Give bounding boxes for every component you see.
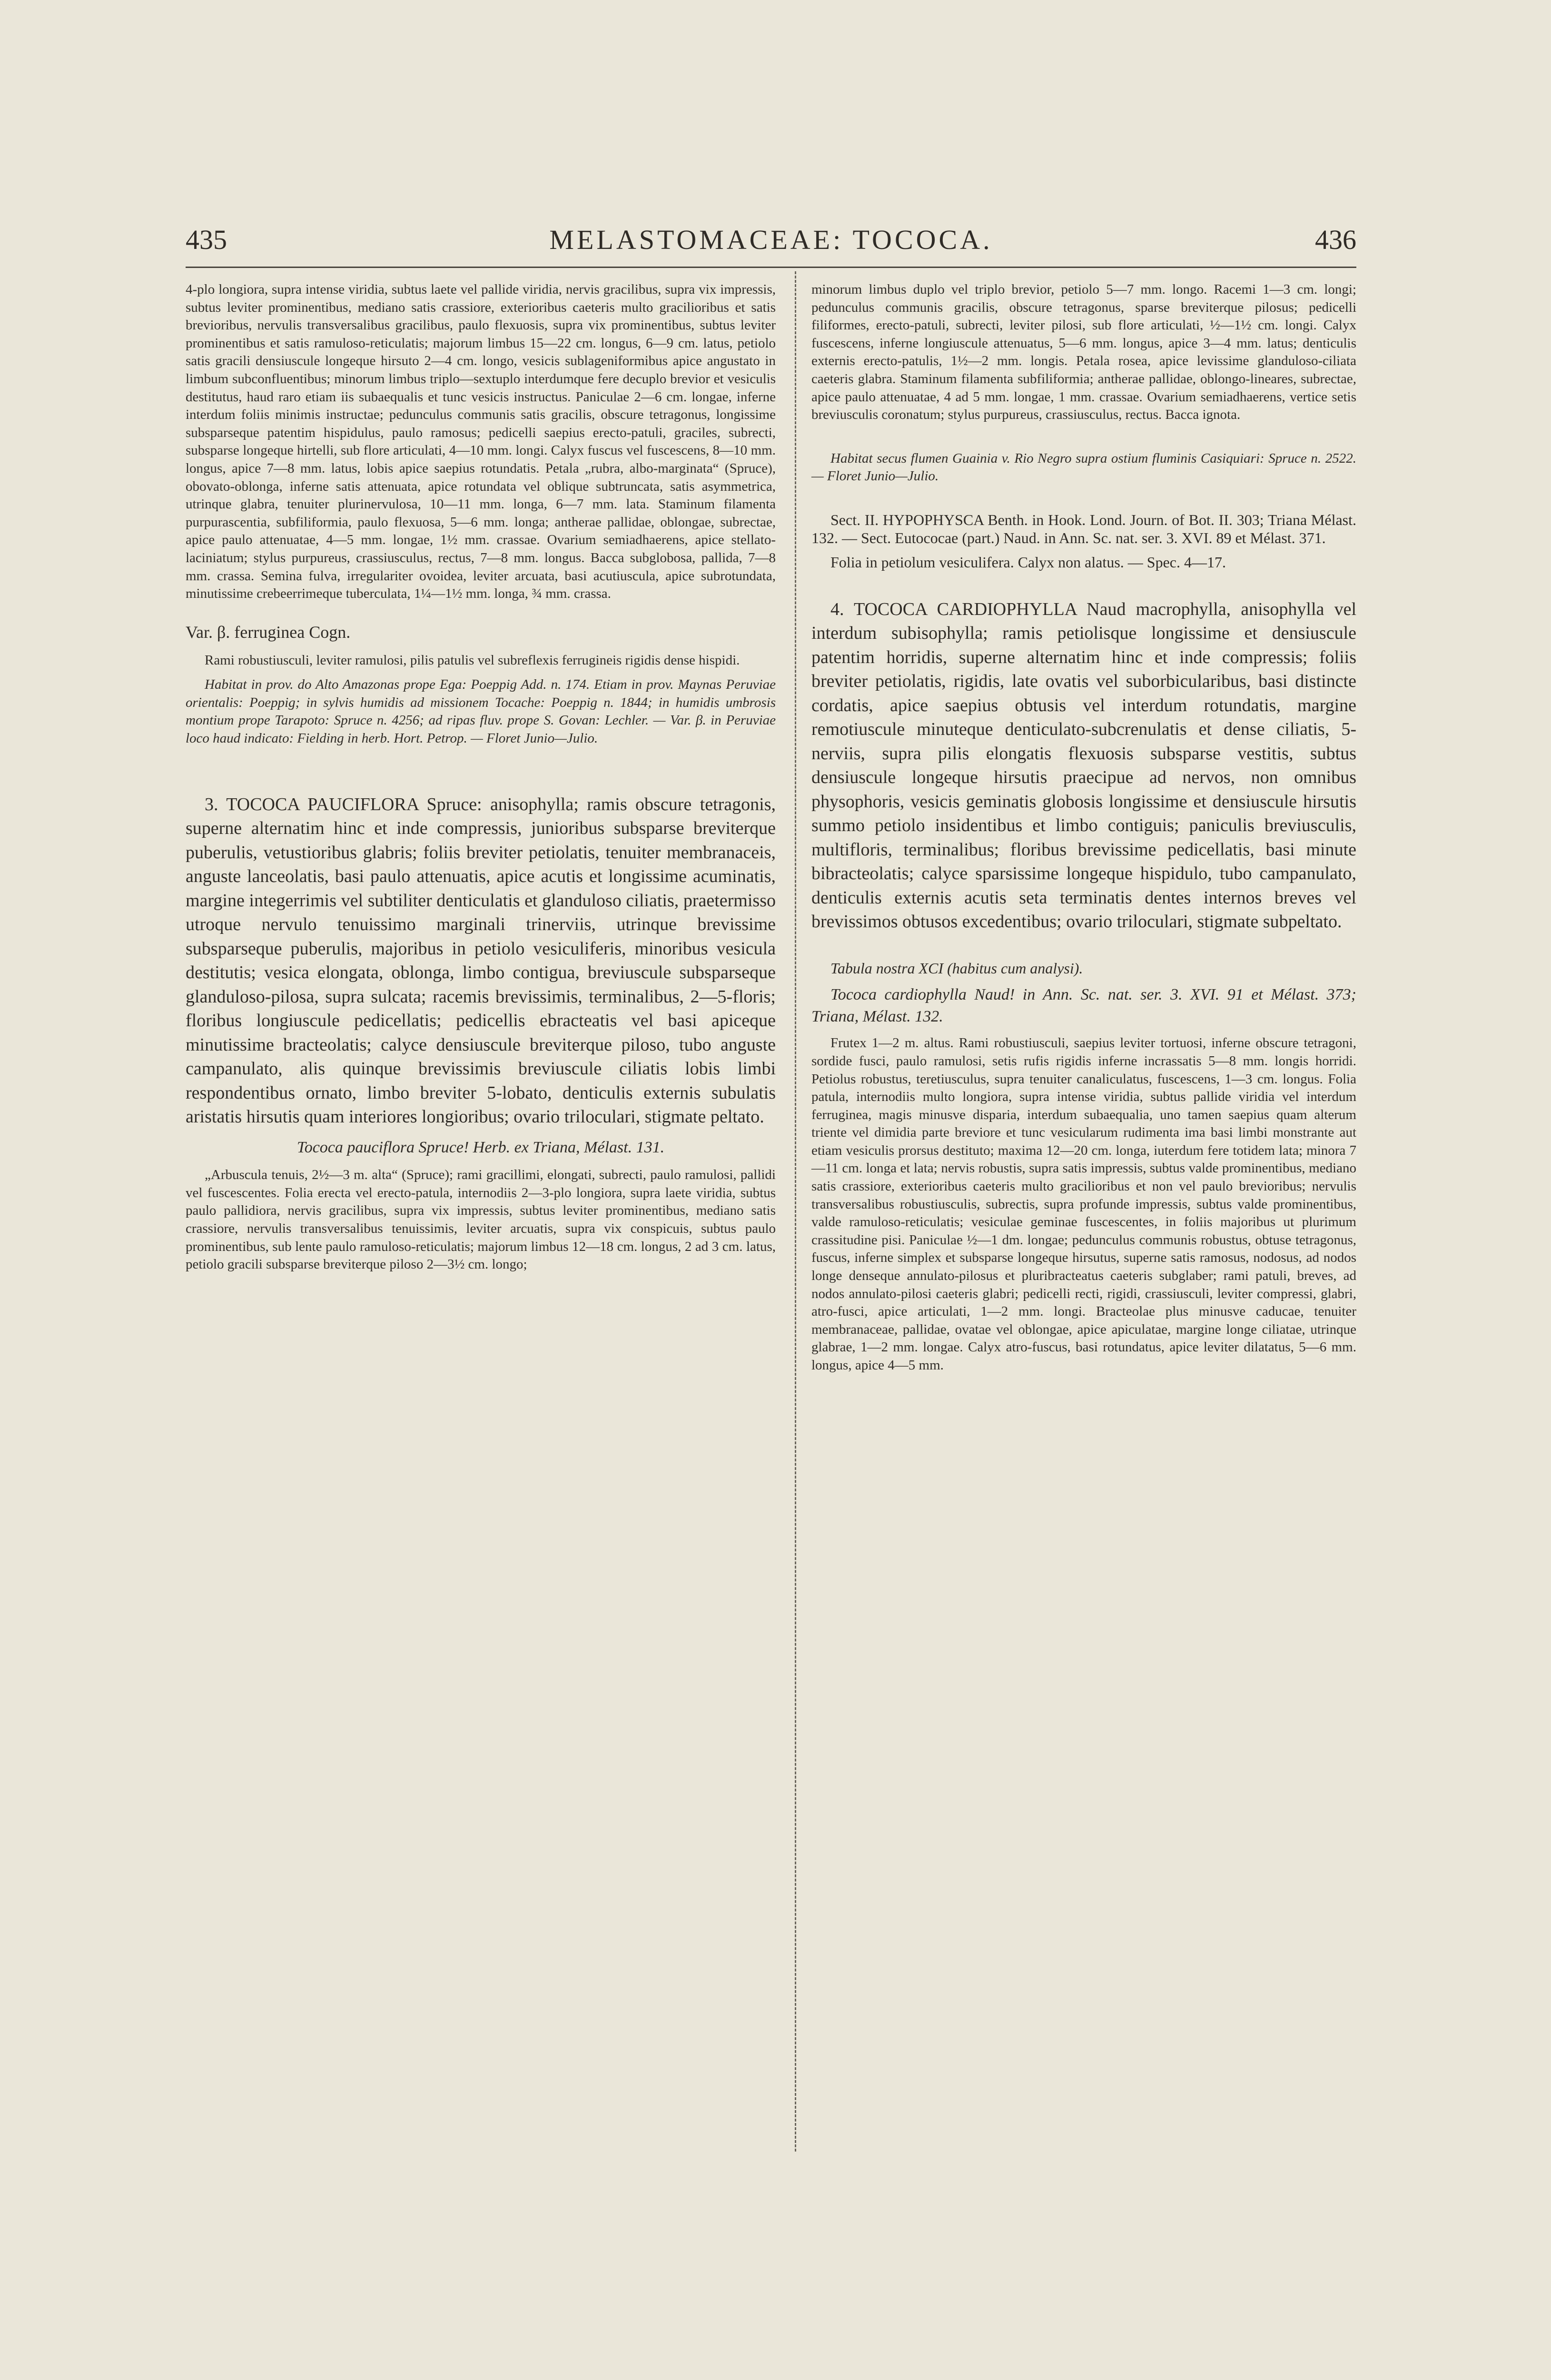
column-divider <box>795 271 796 2152</box>
spacer <box>811 492 1356 511</box>
header-rule <box>186 267 1356 268</box>
spacer <box>186 754 776 793</box>
species-3-description-continued: minorum limbus duplo vel triplo brevior, petiolo 5—7 mm. longo. Racemi 1—3 cm. longi; pedunculus communis gracilis, obscure tetragonus, sparse breviterque pilosus; pedicelli filiformes, erecto-patuli, subrecti, leviter pilosi, sub flore articulati, ½—1½ cm. longi. Calyx fuscescens, inferne longiuscule attenuatus, 5—6 mm. longus, apice 3—4 mm. latus; denticulis externis erecto-patulis, 1½—2 mm. longis. Petala rosea, apice levissime glanduloso-ciliata caeteris glabra. Staminum filamenta subfiliformia; antherae pallidae, oblongo-lineares, subrectae, apice paulo attenuatae, 4 ad 5 mm. longae, 1 mm. crassae. Ovarium semiadhaerens, vertice setis breviusculis coronatum; stylus purpureus, crassiusculus, rectus. Bacca ignota. <box>811 282 1356 423</box>
plate-reference: Tabula nostra XCI (habitus cum analysi). <box>830 959 1083 977</box>
habitat-note: Habitat in prov. do Alto Amazonas prope Ega: Poeppig Add. n. 174. Etiam in prov. Maynas Peruviae orientalis: Poeppig; in sylvis humidis ad missionem Tocache: Poeppig n. 1844; in humidis umbrosis montium prope Tarapoto: Spruce n. 4256; ad ripas fluv. prope S. Govan: Lechler. — Var. β. in Peruviae loco haud indicato: Fielding in herb. Hort. Petrop. — Floret Junio—Julio. <box>186 677 776 746</box>
variety-description: Rami robustiusculi, leviter ramulosi, pilis patulis vel subreflexis ferrugineis rigidis dense hispidi. <box>205 652 740 668</box>
spacer <box>811 941 1356 960</box>
running-title: MELASTOMACEAE: TOCOCA. <box>549 224 993 255</box>
species-4-diagnosis: 4. TOCOCA CARDIOPHYLLA Naud macrophylla, anisophylla vel interdum subisophylla; ramis petiolisque longissime et densiuscule patentim horridis, superne alternatim hinc et inde compressis; foliis breviter petiolatis, rigidis, late ovatis vel suborbicularibus, basi distincte cordatis, apice saepius obtusis vel interdum rotundatis, margine remotiuscule minuteque denticulato-subcrenulatis et dense ciliatis, 5-nerviis, supra pilis elongatis flexuosis subsparse vestitis, subtus densiuscule longeque hirsutis praecipue ad nervos, non omnibus physophoris, vesicis geminatis globosis longissime et densiuscule hirsutis summo petiolo insidentibus et limbo contiguis; paniculis breviusculis, multifloris, terminalibus; floribus brevissime pedicellatis, basi minute bibracteolatis; calyce sparsissime longeque hispidulo, tubo campanulato, denticulis externis acutis seta terminatis dentes internos breves vel brevissimos obtusos excedentibus; ovario triloculari, stigmate subpeltato. <box>811 599 1356 932</box>
species-3-description: „Arbuscula tenuis, 2½—3 m. alta“ (Spruce); rami gracillimi, elongati, subrecti, paulo ramulosi, pallidi vel fuscescentes. Folia erecta vel erecto-patula, internodiis 2—3-plo longiora, supra laete viridia, subtus paulo pallidiora, nervis gracilibus, supra vix impressis, subtus leviter prominentibus, mediano satis crassiore, nervulis transversalibus tenuissimis, leviter arcuatis, supra vix conspicuis, subtus paulo prominentibus, sub lente paulo ramuloso-reticulatis; majorum limbus 12—18 cm. longus, 2 ad 3 cm. latus, petiolo gracili subsparse breviterque piloso 2—3½ cm. longo; <box>186 1167 776 1272</box>
habitat-note-right: Habitat secus flumen Guainia v. Rio Negro supra ostium fluminis Casiquiari: Spruce n. 2522. — Floret Junio—Julio. <box>811 450 1356 484</box>
section-heading: Sect. II. HYPOPHYSCA Benth. in Hook. Lond. Journ. of Bot. II. 303; Triana Mélast. 132. — Sect. Eutococae (part.) Naud. in Ann. Sc. nat. ser. 3. XVI. 89 et Mélast. 371. <box>811 511 1356 546</box>
description-continued: 4-plo longiora, supra intense viridia, subtus laete vel pallide viridia, nervis gracilibus, supra vix impressis, subtus leviter prominentibus, mediano satis crassiore, exterioribus caeteris multo gracilioribus et satis brevioribus, nervulis transversalibus gracilibus, paulo flexuosis, supra vix prominentibus, subtus leviter prominentibus et satis ramuloso-reticulatis; majorum limbus 15—22 cm. longus, 6—9 cm. latus, petiolo satis gracili densiuscule longeque hirsuto 2—4 cm. longo, vesicis sublageniformibus apice angustato in limbum subconfluentibus; minorum limbus triplo—sextuplo interdumque fere decuplo brevior et vesiculis destitutus, haud raro etiam iis subaequalis et tunc vesicis instructus. Paniculae 2—6 cm. longae, inferne interdum foliis minimis instructae; pedunculus communis satis gracilis, obscure tetragonus, longissime subsparseque patentim hispidulus, paulo ramosus; pedicelli saepius erecto-patuli, graciles, subrecti, subsparse longeque hirtelli, sub flore articulati, 4—10 mm. longi. Calyx fuscus vel fuscescens, 8—10 mm. longus, apice 7—8 mm. latus, lobis apice saepius rotundatis. Petala „rubra, albo-marginata“ (Spruce), obovato-oblonga, inferne satis attenuata, apice rotundata vel oblique subtruncata, satis asymmetrica, utrinque glabra, tenuiter plurinervulosa, 10—11 mm. longa, 6—7 mm. lata. Staminum filamenta purpurascentia, subfiliformia, paulo flexuosa, 5—6 mm. longa; antherae pallidae, oblongae, subrectae, apice paulo attenuatae, 4—5 mm. longae, 1½ mm. crassae. Ovarium semiadhaerens, apice stellato-laciniatum; stylus purpureus, crassiusculus, rectus, 7—8 mm. longus. Bacca subglobosa, pallida, 7—8 mm. crassa. Semina fulva, irregulariter ovoidea, leviter arcuata, basi acutiuscula, apice subrotundata, minutissime crebeerrimeque tuberculata, 1¼—1½ mm. longa, ¾ mm. crassa. <box>186 282 776 602</box>
page-header <box>186 224 1356 262</box>
species-4-reference: Tococa cardiophylla Naud! in Ann. Sc. nat. ser. 3. XVI. 91 et Mélast. 373; Triana, Mélast. 132. <box>811 986 1356 1026</box>
left-column <box>186 281 776 1280</box>
page-number-left: 435 <box>186 224 227 255</box>
section-description: Folia in petiolum vesiculifera. Calyx non alatus. — Spec. 4—17. <box>830 554 1226 571</box>
variety-title: Var. β. ferruginea Cogn. <box>186 622 351 642</box>
right-column <box>811 281 1356 1381</box>
spacer <box>811 578 1356 597</box>
species-4-description: Frutex 1—2 m. altus. Rami robustiusculi, saepius leviter tortuosi, inferne obscure tetragoni, sordide fusci, paulo ramulosi, setis rufis rigidis inferne incrassatis 5—8 mm. longis horridi. Petiolus robustus, teretiusculus, supra tenuiter canaliculatus, fuscescens, 1—3 cm. longus. Folia patula, internodiis multo longiora, supra intense viridia, subtus pallide viridia vel interdum ferruginea, magis minusve disparia, interdum subaequalia, uno tamen saepius quam alterum triente vel dimidia parte breviore et tunc vesicularum rudimenta ima basi limbi monstrante aut etiam vesiculis prorsus destituto; maxima 12—20 cm. longa, iuterdum fere totidem lata; minora 7—11 cm. longa et lata; nervis robustis, supra satis impressis, subtus valde prominentibus, mediano satis crassiore, exterioribus caeteris multo gracilioribus et non vel paulo brevioribus; nervulis transversalibus robustiusculis, subrectis, supra profunde impressis, subtus valde prominentibus, valde ramuloso-reticulatis; vesiculae geminae fuscescentes, in foliis majoribus ut plurimum crassitudine pisi. Paniculae ½—1 dm. longae; pedunculus communis robustus, obtuse tetragonus, fuscus, inferne simplex et subsparse longeque hirsutus, superne satis ramosus, nodosus, ad nodos longe denseque annulato-pilosus et pluribracteatus caeteris subglaber; rami patuli, breves, ad nodos annulato-pilosi caeteris glabri; pedicelli recti, rigidi, crassiusculi, leviter compressi, glabri, atro-fusci, apice articulati, 1—2 mm. longi. Bracteolae plus minusve caducae, tenuiter membranaceae, pallidae, ovatae vel oblongae, apice apiculatae, margine longe ciliatae, utrinque glabrae, 1—2 mm. longae. Calyx atro-fuscus, basi rotundatus, apice leviter dilatatus, 5—6 mm. longus, apice 4—5 mm. <box>811 1035 1356 1373</box>
spacer <box>811 431 1356 450</box>
species-3-reference: Tococa pauciflora Spruce! Herb. ex Triana, Mélast. 131. <box>296 1138 665 1156</box>
page-number-right: 436 <box>1315 224 1356 255</box>
species-3-diagnosis: 3. TOCOCA PAUCIFLORA Spruce: anisophylla; ramis obscure tetragonis, superne alternatim hinc et inde compressis, junioribus subsparse breviterque puberulis, vetustioribus glabris; foliis breviter petiolatis, tenuiter membranaceis, anguste lanceolatis, basi paulo attenuatis, apice acutis et longissime acuminatis, margine integerrimis vel subtiliter denticulatis et glanduloso ciliatis, praetermisso utroque nervulo tenuissimo marginali trinerviis, utrinque brevissime subsparseque puberulis, majoribus in petiolo vesiculiferis, minoribus vesicula destitutis; vesica elongata, oblonga, limbo contigua, breviuscule subsparseque glanduloso-pilosa, supra sulcata; racemis brevissimis, terminalibus, 2—5-floris; floribus longiuscule pedicellatis; pedicellis ebracteatis vel basi apiceque minutissime bracteolatis; calyce densiuscule breviterque piloso, tubo anguste campanulato, alis quinque brevissimis breviuscule ciliatis lobis limbi respondentibus ornato, limbo breviter 5-lobato, denticulis externis subulatis aristatis hirsutis quam interiores longioribus; ovario triloculari, stigmate peltato. <box>186 794 776 1127</box>
